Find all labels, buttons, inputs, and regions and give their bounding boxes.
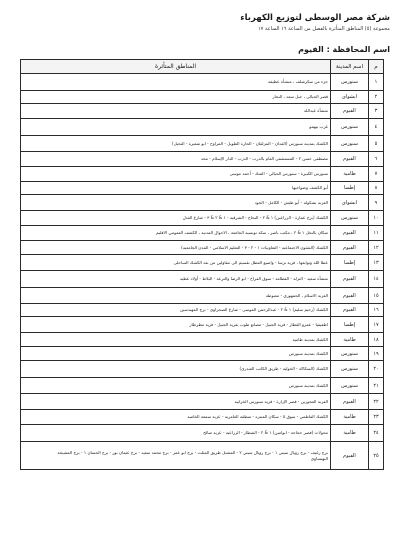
area-text-line: العزبة بشكولة - أبو طيش - الكامل - الجود	[254, 199, 328, 205]
row-affected-areas	[21, 195, 331, 211]
table-row	[21, 333, 384, 347]
row-number: ٢٣	[369, 410, 384, 425]
row-number: ١٩	[369, 347, 384, 361]
table-row	[21, 182, 384, 195]
row-city: طامية	[331, 410, 369, 425]
row-city: إطسا	[331, 182, 369, 195]
row-city: سنورس	[331, 211, 369, 226]
row-affected-areas	[21, 167, 331, 182]
row-affected-areas	[21, 333, 331, 347]
table-row	[21, 378, 384, 394]
row-city: سنورس	[331, 361, 369, 378]
row-city: إطسا	[331, 317, 369, 333]
row-affected-areas	[21, 119, 331, 136]
area-text-line: غرب بيهمو	[309, 124, 328, 130]
table-body	[21, 74, 384, 470]
row-affected-areas	[21, 74, 331, 91]
row-number: ١	[369, 74, 384, 91]
row-number: ٣	[369, 104, 384, 119]
row-affected-areas	[21, 152, 331, 167]
table-row	[21, 241, 384, 255]
row-number: ٢	[369, 91, 384, 104]
row-number: ١٥	[369, 288, 384, 304]
row-affected-areas	[21, 271, 331, 288]
row-city: سنورس	[331, 378, 369, 394]
row-number: ٨	[369, 182, 384, 195]
area-text-line: الكشك الفاطمي - سوق ٥ - سكان المنتزه - منطقة العامرية - عزبة سمعة الخاصة	[187, 414, 328, 420]
row-number: ٢٥	[369, 442, 384, 470]
schedule-subtitle: مجموعة (٥) المناطق المتأثرة بالفصل من الساعة ١٦ الساعة ١٧	[258, 26, 390, 32]
area-text-line: البهنساوى	[310, 455, 328, 461]
header-city: اسم المدينة	[331, 60, 369, 74]
row-affected-areas	[21, 182, 331, 195]
row-city: إطسا	[331, 255, 369, 271]
row-city: الفيوم	[331, 241, 369, 255]
row-city: الفيوم	[331, 288, 369, 304]
table-row	[21, 271, 384, 288]
table-row	[21, 104, 384, 119]
area-text-line: قصر الجبالى ، جبل سعد ، النجار	[272, 94, 328, 100]
area-text-line: الكشك بمدينة سنورس	[288, 382, 328, 388]
row-affected-areas	[21, 442, 331, 470]
area-text-line: الكشك بمدينة سنورس (الفدان - المزلقان - الحارة الطويل - المراوح - ابو شعيرة - النخيل)	[172, 140, 328, 146]
area-text-line: الكشك (برج عمارة - الزراعين) ١ & ٢ - البحاج - الشرقية - ١ & ٢ & ٣ - شارع العدل	[182, 215, 328, 221]
area-text-line: عطا الله وتوابعها ، قرية ترسا - واصيع العطل تقسيم الى مقاولين من بعد الكشك الساحلى	[173, 259, 328, 265]
row-number: ٢٢	[369, 394, 384, 410]
header-affected-areas: المناطق المتأثرة	[21, 60, 331, 74]
table-row	[21, 317, 384, 333]
table-row	[21, 119, 384, 136]
row-city: الفيوم	[331, 442, 369, 470]
area-text-line: منشأة سعيد - النزلة - الفطامة - سوق الفراخ - ابو الرضا والترعة - البلاط - أولاد عطيه	[179, 276, 328, 282]
area-text-line: منشأة عبدالله	[303, 108, 328, 114]
area-text-line: الكشك (الشئون الاجتماعية - التعاونيات ١ - ٢ - ٣ - التعليم الاسلامي - المدن الجامعية)	[181, 244, 328, 250]
table-row	[21, 288, 384, 304]
row-affected-areas	[21, 304, 331, 317]
row-number: ١٣	[369, 255, 384, 271]
row-affected-areas	[21, 394, 331, 410]
row-city: سنورس	[331, 136, 369, 152]
row-affected-areas	[21, 410, 331, 425]
row-city: سنورس	[331, 119, 369, 136]
governorate-label: اسم المحافظة : الفيوم	[298, 45, 390, 54]
area-text-line: الكشك بمدينة سنورس	[288, 350, 328, 356]
area-text-line: الكشك (رحيم سليم) ١ & ٢ - عبدالرحمن الموسى - شارع الصحراوى - برج المهندسين	[179, 307, 328, 313]
row-affected-areas	[21, 347, 331, 361]
row-number: ١٧	[369, 317, 384, 333]
row-city: طامية	[331, 167, 369, 182]
table-row	[21, 361, 384, 378]
area-text-line: محولات (قصر حجاجة - ابوامين) ١ & ٢ - الشطار - الزراعية - عزبة صالح	[203, 430, 328, 436]
header-number: م	[369, 60, 384, 74]
row-number: ٤	[369, 119, 384, 136]
table-row	[21, 211, 384, 226]
row-city: طامية	[331, 333, 369, 347]
table-row	[21, 347, 384, 361]
row-number: ١٦	[369, 304, 384, 317]
row-city: ابشواى	[331, 91, 369, 104]
table-row	[21, 167, 384, 182]
row-number: ٩	[369, 195, 384, 211]
row-city: سنورس	[331, 74, 369, 91]
row-affected-areas	[21, 104, 331, 119]
row-city: سنورس	[331, 347, 369, 361]
table-row	[21, 255, 384, 271]
row-affected-areas	[21, 288, 331, 304]
row-number: ٥	[369, 136, 384, 152]
table-row	[21, 410, 384, 425]
row-affected-areas	[21, 255, 331, 271]
table-header-row	[21, 60, 384, 74]
row-city: ابشواى	[331, 195, 369, 211]
row-number: ٢٠	[369, 361, 384, 378]
table-row	[21, 152, 384, 167]
row-city: طامية	[331, 425, 369, 442]
row-affected-areas	[21, 136, 331, 152]
row-number: ٧	[369, 167, 384, 182]
row-number: ٢٤	[369, 425, 384, 442]
table-row	[21, 425, 384, 442]
company-title: شركة مصر الوسطى لتوزيع الكهرباء	[240, 13, 390, 23]
area-text-line: برج رغيف - برج رويال سيتي ١ - برج رويال سيتي ٢ - المشتل طريق المثلث - برج ابو عمر - برج محمد سعيد - برج عثمان نور - برج الحسان ١ - برج المشيخة	[57, 450, 328, 456]
area-text-line: الكشك بمدينة طامية	[292, 336, 328, 342]
area-text-line: اطفيفيا - عمرو القطار - قرية الجبيل - مصانع طوب بقرية الجبيل - قرية مطرطار	[189, 321, 328, 327]
area-text-line: العزبة الاسلام ، الجمهوري - معبوطة	[265, 292, 328, 298]
row-city: الفيوم	[331, 394, 369, 410]
table-row	[21, 304, 384, 317]
table-row	[21, 91, 384, 104]
row-city: الفيوم	[331, 271, 369, 288]
row-number: ١٠	[369, 211, 384, 226]
row-number: ٢١	[369, 378, 384, 394]
row-city: الفيوم	[331, 104, 369, 119]
row-affected-areas	[21, 91, 331, 104]
row-number: ١٢	[369, 241, 384, 255]
area-text-line: سنورس الكبيرة - سنورس الجبالي - الشك - أحمد موسى	[229, 171, 328, 177]
table-row	[21, 74, 384, 91]
row-affected-areas	[21, 241, 331, 255]
row-affected-areas	[21, 226, 331, 241]
area-text-line: مصطفى حسن ٢ - المستشفى العام بالدرب - الدرب - الدار الإسلام - محد	[200, 156, 328, 162]
row-city: الفيوم	[331, 304, 369, 317]
row-affected-areas	[21, 317, 331, 333]
row-affected-areas	[21, 425, 331, 442]
row-number: ٦	[369, 152, 384, 167]
row-number: ١١	[369, 226, 384, 241]
area-text-line: العزبة العجوزين - قصر الإزارة - قرية سنورس الخرابية	[234, 398, 328, 404]
row-number: ١٨	[369, 333, 384, 347]
row-city: الفيوم	[331, 226, 369, 241]
row-affected-areas	[21, 361, 331, 378]
table-row	[21, 394, 384, 410]
area-text-line: جزء من سكرشلف ، منشأة عطيفة	[268, 79, 328, 85]
row-city: الفيوم	[331, 152, 369, 167]
row-number: ١٤	[369, 271, 384, 288]
row-affected-areas	[21, 378, 331, 394]
area-text-line: الكشك (السكاكة - الخولية - طريق الكاتب العبدرى)	[239, 366, 328, 372]
row-affected-areas	[21, 211, 331, 226]
table-row	[21, 442, 384, 470]
area-text-line: أبو الكشف وضواحيها	[292, 185, 328, 191]
table-row	[21, 136, 384, 152]
table-row	[21, 226, 384, 241]
table-row	[21, 195, 384, 211]
area-text-line: سكان بالنخل ١ & ٢ ، مكتب ناصر ، سكة تونسية الجامعة ، الاحوال المدنية ، الكشف العمومي الاقليم	[156, 230, 328, 236]
outage-table	[20, 59, 384, 470]
